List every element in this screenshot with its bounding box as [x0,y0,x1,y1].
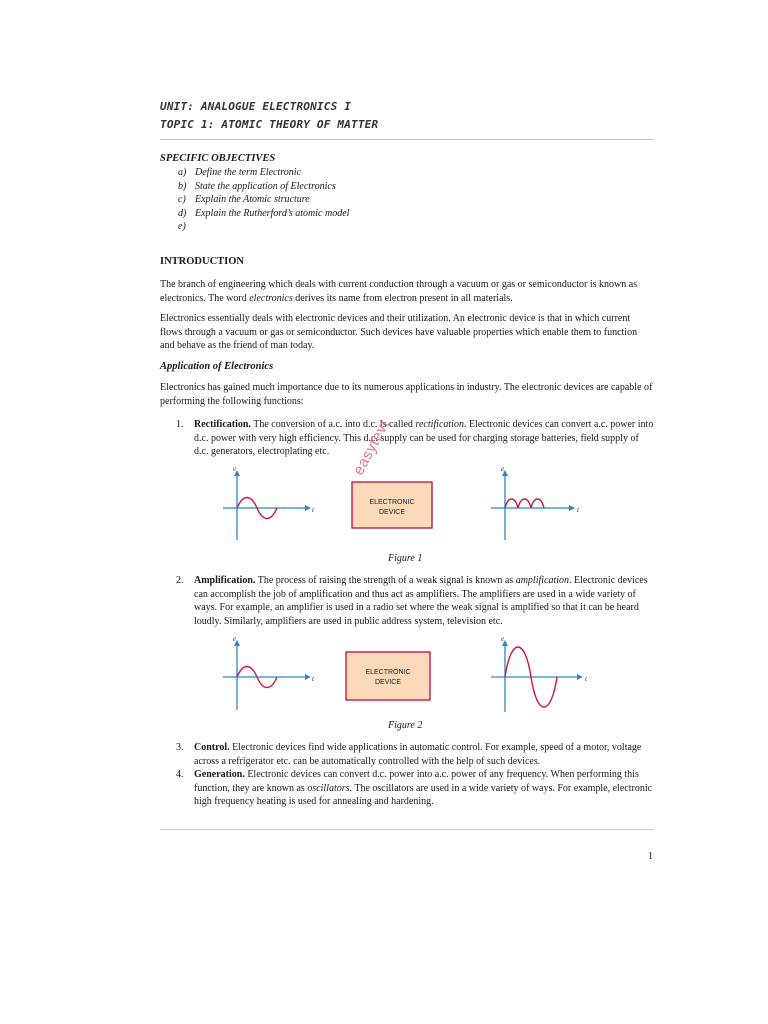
header-divider [160,139,654,140]
figure-2-caption: Figure 2 [388,720,423,731]
figure-1-diagram [215,462,595,544]
introduction-paragraph-1: The branch of engineering which deals with current conduction through a vacuum or gas or semiconductor is known as electronics. The word electronics derives its name from electron present in all materials. [160,279,638,304]
objectives-list [178,166,349,234]
electronic-device-box [352,482,432,528]
introduction-heading: INTRODUCTION [160,256,245,267]
electronic-device-box [346,652,430,700]
applications-intro: Electronics has gained much importance due to its numerous applications in industry. The electronic devices are capable of performing the following functions: [160,382,653,407]
watermark-logo: easytevt [350,417,394,478]
svg-text:t: t [577,506,579,514]
objective-item: e) [178,221,186,232]
svg-text:t: t [312,506,314,514]
svg-text:DEVICE: DEVICE [374,679,402,686]
svg-text:ELECTRONIC: ELECTRONIC [369,499,415,506]
input-waveform-graph [223,465,315,540]
footer-divider [160,829,654,830]
objective-item: c) Explain the Atomic structure [178,194,310,205]
svg-text:e: e [501,465,505,473]
application-item-control: 3. Control. Electronic devices find wide applications in automatic control. For example, speed of a motor, voltage across a refrigerator etc. can be automatically controlled with the help of such devices. [176,742,642,767]
figure-2-diagram [215,632,595,714]
svg-text:e: e [501,635,505,643]
input-weak-waveform-graph [223,635,315,710]
figure-1-caption: Figure 1 [388,553,423,564]
applications-heading: Application of Electronics [160,361,274,372]
svg-text:e: e [233,635,237,643]
objectives-heading: SPECIFIC OBJECTIVES [160,153,276,164]
svg-text:ELECTRONIC: ELECTRONIC [365,669,411,676]
objective-item: d) Explain the Rutherford’s atomic model [178,207,350,219]
svg-text:DEVICE: DEVICE [378,509,406,516]
topic-title: TOPIC 1: ATOMIC THEORY OF MATTER [160,118,379,131]
application-item-rectification: 1. Rectification. The conversion of a.c. into d.c. is called rectification. Electronic devices can convert a.c. power into d.c. power with very high efficiency. This d.c. supply can be used for charging storage batteries, field supply of d.c. generators, electroplating etc. [176,419,654,457]
objective-item: b) State the application of Electronics [178,180,336,192]
objective-item: a) Define the term Electronic [178,167,301,178]
svg-text:t: t [585,675,587,683]
introduction-paragraph-2: Electronics essentially deals with electronic devices and their utilization. An electronic device is that in which current flows through a vacuum or gas or semiconductor. Such devices have valuable properties which enable them to function and behave as the friend of man today. [160,313,638,351]
output-amplified-waveform-graph [491,635,588,712]
svg-text:t: t [312,675,314,683]
application-item-amplification: 2. Amplification. The process of raising the strength of a weak signal is known as amplification. Electronic devices can accomplish the job of amplification and thus act as amplifiers. The amplifiers are used in a wide variety of ways. For example, an amplifier is used in a radio set where the weak signal is amplified so that it can be heard loudly. Similarly, amplifiers are used in public address system, television etc. [176,575,648,627]
application-item-generation: 4. Generation. Electronic devices can convert d.c. power into a.c. power of any frequency. When performing this function, they are known as oscillators. The oscillators are used in a wide variety of ways. For example, electronic high frequency heating is used for annealing and hardening. [176,769,653,807]
svg-text:e: e [233,465,237,473]
output-rectified-waveform-graph [491,465,580,540]
page-number: 1 [648,851,653,862]
unit-title: UNIT: ANALOGUE ELECTRONICS I [160,100,352,113]
